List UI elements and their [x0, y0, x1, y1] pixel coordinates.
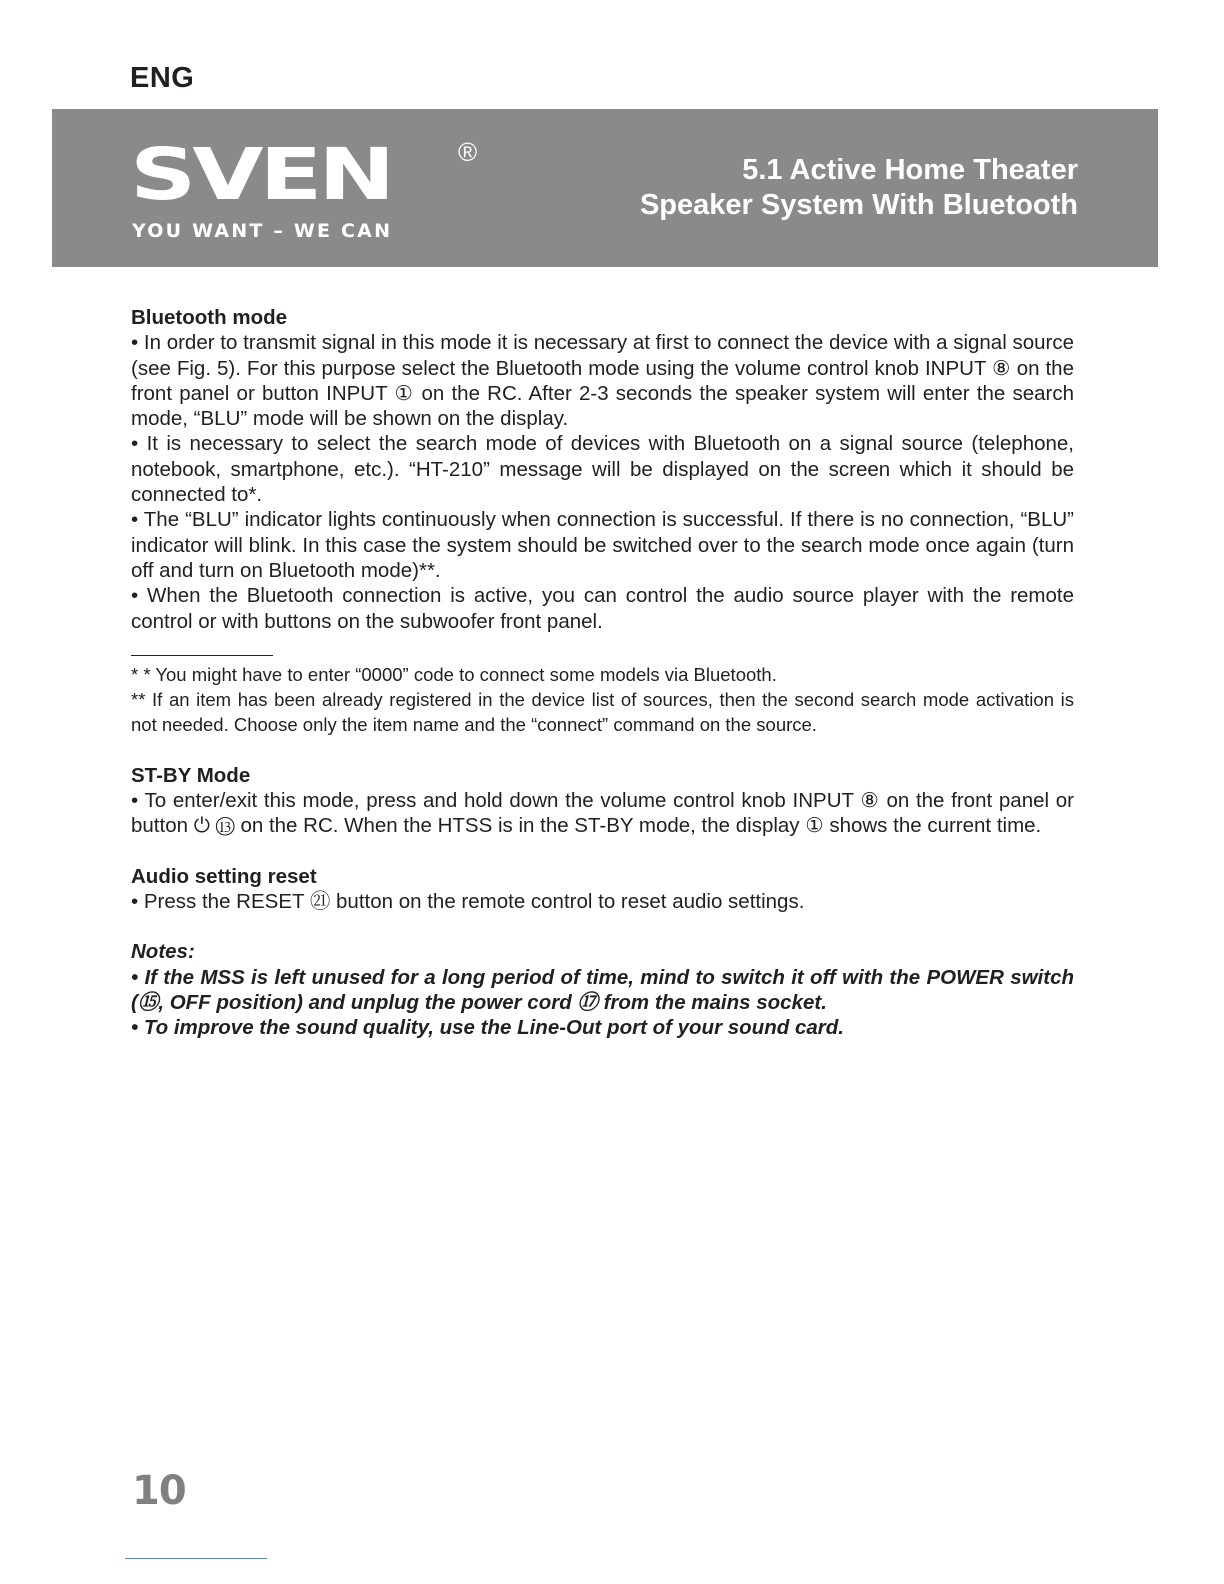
footnote-divider [131, 655, 273, 656]
registered-mark: ® [458, 137, 478, 167]
page-number: 10 [132, 1468, 186, 1514]
bluetooth-bullet-4: • When the Bluetooth connection is active, you can control the audio source player with the remote control or with buttons on the subwoofer front panel. [131, 584, 1074, 633]
product-title-line-1: 5.1 Active Home Theater [742, 154, 1078, 186]
header-banner [52, 109, 1158, 267]
notes-heading: Notes: [131, 940, 195, 964]
product-title-line-2: Speaker System With Bluetooth [639, 189, 1078, 221]
stby-heading: ST-BY Mode [131, 763, 251, 787]
footnote-2: ** If an item has been already registered in the device list of sources, then the second search mode activation is not needed. Choose only the item name and the “connect” command on the source. [131, 689, 1074, 736]
bluetooth-bullet-3: • The “BLU” indicator lights continuously when connection is successful. If there is no connection, “BLU” indicator will blink. In this case the system should be switched over to the search mode once again (turn off and turn on Bluetooth mode)**. [131, 508, 1074, 582]
bluetooth-bullet-2: • It is necessary to select the search mode of devices with Bluetooth on a signal source (telephone, notebook, smartphone, etc.). “HT-210” message will be displayed on the screen which it should be connected to*. [131, 432, 1074, 507]
bluetooth-heading: Bluetooth mode [131, 306, 288, 329]
bluetooth-bullet-1: • In order to transmit signal in this mode it is necessary at first to connect the device with a signal source (see Fig. 5). For this purpose select the Bluetooth mode using the volume control knob INPUT ⑧ on the front panel or button INPUT ① on the RC. After 2-3 seconds the speaker system will enter the search mode, “BLU” mode will be shown on the display. [131, 331, 1074, 431]
reset-text: • Press the RESET ㉑ button on the remote control to reset audio settings. [131, 889, 805, 913]
logo-tagline: YOU WANT – WE CAN [132, 220, 393, 242]
product-title [518, 153, 1078, 223]
sven-logo: SVEN [130, 132, 392, 217]
note-2: • To improve the sound quality, use the Line-Out port of your sound card. [131, 1016, 844, 1040]
language-label: ENG [130, 62, 195, 94]
reset-heading: Audio setting reset [131, 864, 317, 888]
note-1: • If the MSS is left unused for a long period of time, mind to switch it off with the POWER switch (⑮, OFF position) and unplug the power cord ⑰ from the mains socket. [131, 965, 1074, 1014]
footnote-1: * * You might have to enter “0000” code to connect some models via Bluetooth. [131, 663, 777, 685]
manual-content [131, 305, 1074, 1040]
bottom-divider [125, 1558, 267, 1559]
stby-text: • To enter/exit this mode, press and hold down the volume control knob INPUT ⑧ on the front panel or button ⏻ ⑬ on the RC. When the HTSS is in the ST-BY mode, the display ① shows the current time. [131, 789, 1074, 838]
